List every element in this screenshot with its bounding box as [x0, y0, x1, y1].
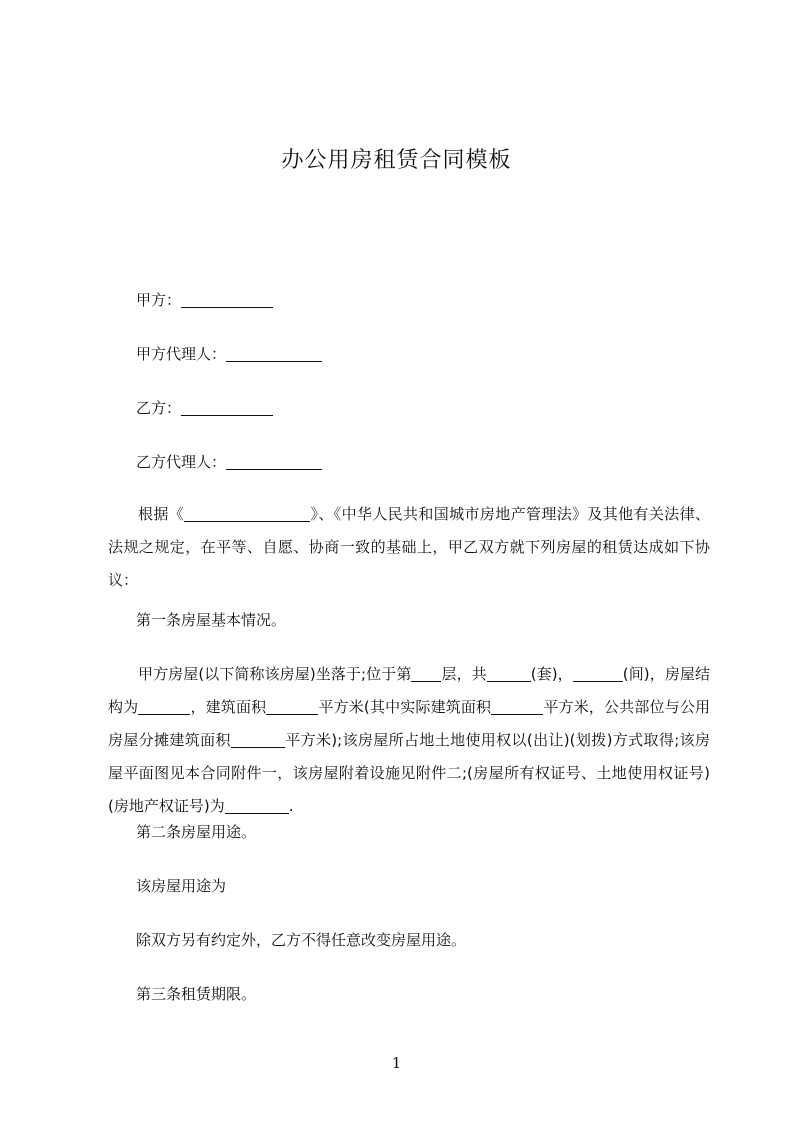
party-a-agent-line	[136, 342, 322, 366]
article-1-text-6: 平方米(其中实际建筑面积	[318, 698, 492, 716]
article-1-paragraph	[108, 658, 710, 823]
preamble-prefix: 根据《	[138, 505, 185, 523]
party-a-line	[136, 288, 273, 312]
article-1-text-5: ，建筑面积	[190, 698, 267, 716]
article-2-restriction: 除双方另有约定外，乙方不得任意改变房屋用途。	[136, 931, 467, 949]
party-a-agent-blank	[226, 345, 322, 362]
article-2-usage: 该房屋用途为	[136, 877, 227, 895]
article-1-heading: 第一条房屋基本情况。	[136, 611, 287, 629]
party-b-label: 乙方：	[136, 399, 182, 417]
party-b-line	[136, 396, 273, 420]
unit-count-blank	[573, 665, 623, 682]
total-floors-blank	[487, 665, 531, 682]
party-b-blank	[181, 399, 273, 416]
floor-blank	[411, 665, 441, 682]
party-a-label: 甲方：	[136, 291, 182, 309]
preamble-paragraph	[108, 498, 710, 597]
party-b-agent-label: 乙方代理人：	[136, 453, 227, 471]
article-1-text-4: (间)，房屋结构为	[108, 665, 710, 716]
structure-blank	[138, 698, 190, 715]
actual-area-blank	[491, 698, 543, 715]
preamble-suffix: 》、《中华人民共和国城市房地产管理法》及其他有关法律、法规之规定，在平等、自愿、协商一致的基础上，甲乙双方就下列房屋的租赁达成如下协议：	[108, 505, 710, 589]
article-1-text-1: 甲方房屋(以下简称该房屋)坐落于;位于第	[138, 665, 412, 683]
page-number: 1	[391, 1054, 402, 1072]
party-b-agent-line	[136, 450, 322, 474]
shared-area-blank	[231, 731, 285, 748]
article-1-text-7: 平方米，公共部位与公用房屋分摊建筑面积	[108, 698, 710, 749]
building-area-blank	[266, 698, 318, 715]
article-1-text-2: 层，共	[441, 665, 487, 683]
article-1-text-3: (套)，	[530, 665, 573, 683]
document-title: 办公用房租赁合同模板	[281, 148, 512, 173]
article-1-text-9: .	[288, 797, 294, 815]
party-a-blank	[181, 291, 273, 308]
party-a-agent-label: 甲方代理人：	[136, 345, 227, 363]
party-b-agent-blank	[226, 453, 322, 470]
certificate-number-blank	[225, 797, 289, 814]
law-name-blank	[184, 505, 310, 522]
article-2-heading: 第二条房屋用途。	[136, 823, 257, 841]
article-3-heading: 第三条租赁期限。	[136, 985, 257, 1003]
article-1-text-8: 平方米);该房屋所占地土地使用权以(出让)(划拨)方式取得;该房屋平面图见本合同附件一，该房屋附着设施见附件二;(房屋所有权证号、土地使用权证号)(房地产权证号)为	[108, 731, 710, 815]
